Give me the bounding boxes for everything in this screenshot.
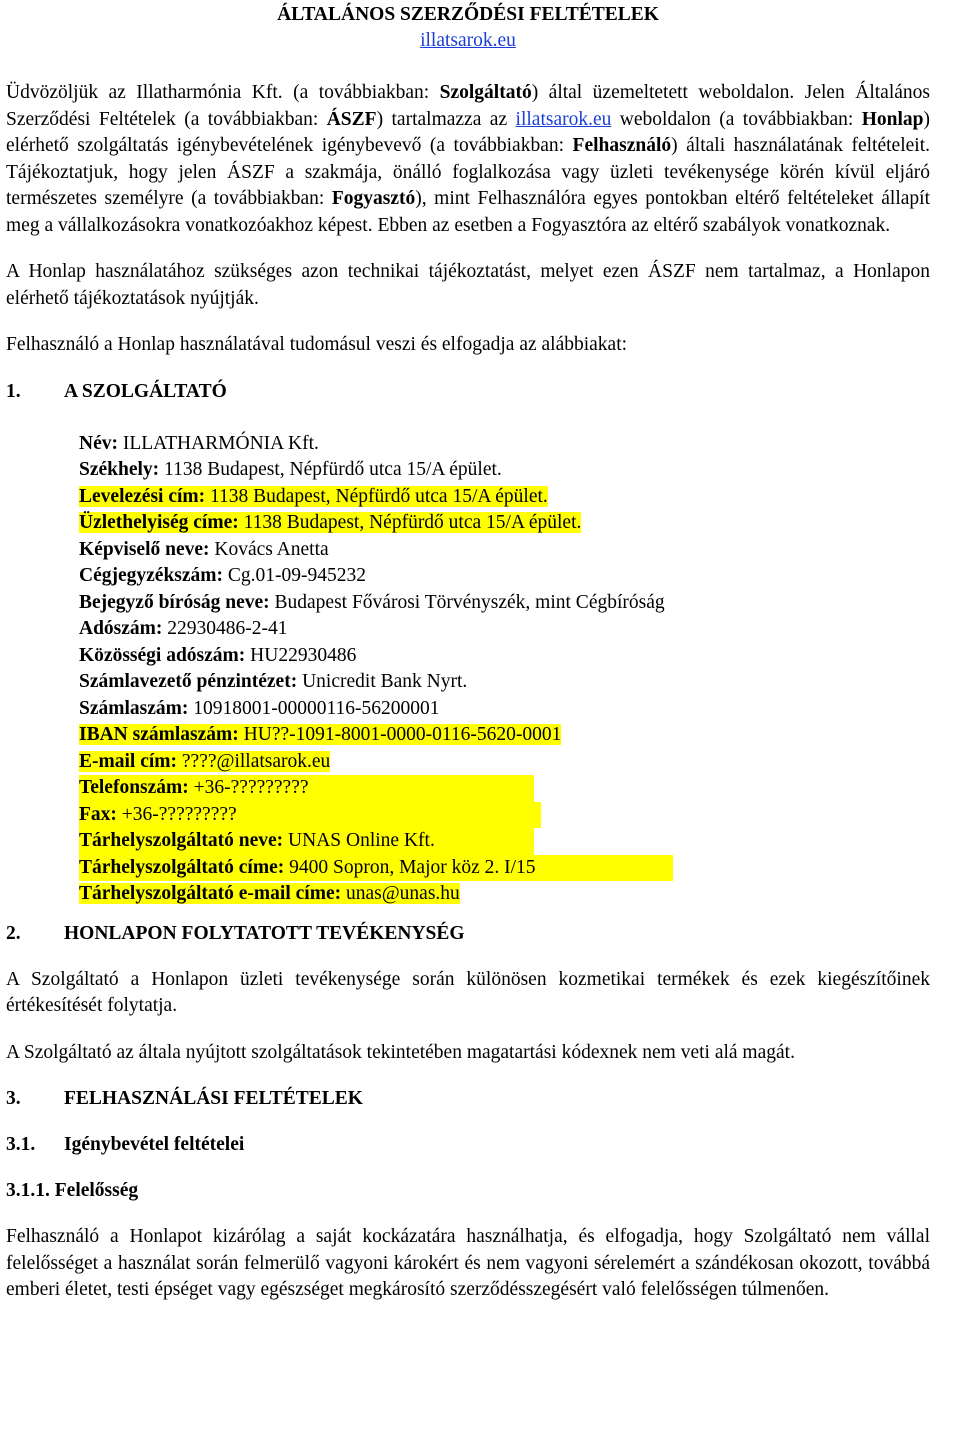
company-field-value: 22930486-2-41 — [162, 618, 288, 639]
company-field-value: 9400 Sopron, Major köz 2. I/15 — [284, 856, 536, 878]
intro-paragraph-1: Üdvözöljük az Illatharmónia Kft. (a továbbiakban: Szolgáltató) által üzemeltetett weboldalon. Jelen Általános Szerződési Feltételek (a továbbiakban: ÁSZF) tartalmazza az illatsarok.eu weboldalon (a továbbiakban: Honlap) elérhető szolgáltatás igénybevételének igénybevevő (a továbbiakban: Felhasználó) általi használatának feltételeit. Tájékoztatjuk, hogy jelen ÁSZF a szakmája, önálló foglalkozása vagy üzleti tevékenysége körén kívül eljáró természetes személyre (a továbbiakban: Fogyasztó), mint Felhasználóra egyes pontokban eltérő feltételeket állapít meg a vállalkozásokra vonatkozóakhoz képest. Ebben az esetben a Fogyasztóra az eltérő szabályok vonatkoznak. — [6, 82, 931, 236]
company-row-content — [79, 775, 534, 802]
section-2-paragraph-1: A Szolgáltató a Honlapon üzleti tevékenysége során különösen kozmetikai termékek és ezek kiegészítőinek értékesítését folytatja. — [6, 968, 930, 1016]
company-row-content — [79, 828, 534, 855]
company-field-label: Cégjegyzékszám: — [79, 565, 224, 586]
company-row — [79, 431, 930, 458]
site-link[interactable]: illatsarok.eu — [420, 30, 516, 51]
section-1-heading: 1. A SZOLGÁLTATÓ — [6, 380, 227, 402]
company-field-label: Tárhelyszolgáltató neve: — [79, 830, 284, 851]
company-row — [79, 696, 930, 723]
company-details — [6, 431, 930, 908]
company-field-label: Tárhelyszolgáltató címe: — [79, 856, 285, 878]
section-3-heading: 3. FELHASZNÁLÁSI FELTÉTELEK — [6, 1088, 363, 1109]
document-title: ÁLTALÁNOS SZERZŐDÉSI FELTÉTELEK — [277, 4, 659, 25]
company-row-content — [79, 802, 541, 829]
company-row — [79, 590, 930, 617]
company-field-label: Levelezési cím: — [79, 485, 206, 507]
company-field-label: Bejegyző bíróság neve: — [79, 591, 270, 613]
company-row — [79, 563, 930, 590]
company-row-content — [79, 855, 673, 882]
section-3-1-1-heading: 3.1.1. Felelősség — [6, 1180, 139, 1201]
company-field-value: +36-????????? — [188, 777, 309, 798]
company-field-label: Székhely: — [79, 459, 160, 480]
company-row — [79, 775, 930, 802]
company-field-label: Név: — [79, 432, 118, 454]
company-row — [79, 828, 930, 855]
company-row — [79, 537, 930, 564]
company-field-value: HU??-1091-8001-0000-0116-5620-0001 — [238, 724, 562, 745]
company-row — [79, 669, 930, 696]
company-row-content — [79, 539, 329, 560]
company-row — [79, 643, 930, 670]
company-field-value: ????@illatsarok.eu — [177, 750, 331, 772]
company-row-content — [79, 698, 440, 719]
company-row-content — [79, 751, 330, 772]
company-row — [79, 457, 930, 484]
section-2-paragraph-2: A Szolgáltató az általa nyújtott szolgáltatások tekintetében magatartási kódexnek nem veti alá magát. — [6, 1041, 795, 1063]
intro-site-link[interactable]: illatsarok.eu — [515, 108, 612, 130]
company-row-content — [79, 512, 581, 533]
intro-paragraph-3: Felhasználó a Honlap használatával tudomásul veszi és elfogadja az alábbiakat: — [6, 334, 628, 355]
company-field-value: 10918001-00000116-56200001 — [188, 697, 440, 719]
section-2-heading: 2. HONLAPON FOLYTATOTT TEVÉKENYSÉG — [6, 922, 465, 944]
company-field-value: ILLATHARMÓNIA Kft. — [117, 432, 319, 454]
company-field-value: 1138 Budapest, Népfürdő utca 15/A épület. — [238, 512, 582, 533]
company-row-content — [79, 883, 460, 904]
company-row-content — [79, 433, 319, 454]
company-field-label: Közösségi adószám: — [79, 644, 246, 666]
company-field-label: E-mail cím: — [79, 750, 178, 772]
company-row — [79, 802, 930, 829]
company-row — [79, 722, 930, 749]
company-row-content — [79, 618, 288, 639]
company-row-content — [79, 724, 561, 745]
section-3-paragraph-1: Felhasználó a Honlapot kizárólag a saját kockázatára használhatja, és elfogadja, hogy Szolgáltató nem vállal felelősséget a használat során felmerülő vagyoni károkért és nem vagyoni sérelemért a szándékosan okozott, továbbá emberi életet, testi épséget vagy egészséget megkárosító szerződésszegésért való felelősségen túlmenően. — [6, 1226, 930, 1300]
company-field-value: 1138 Budapest, Népfürdő utca 15/A épület. — [205, 485, 548, 507]
company-field-label: Számlaszám: — [79, 697, 189, 719]
company-field-value: Unicredit Bank Nyrt. — [297, 671, 468, 692]
company-row — [79, 484, 930, 511]
company-field-label: Adószám: — [79, 618, 163, 639]
section-3-1-heading: 3.1. Igénybevétel feltételei — [6, 1134, 245, 1155]
company-field-label: Képviselő neve: — [79, 538, 210, 560]
company-row — [79, 510, 930, 537]
company-field-value: +36-????????? — [116, 803, 237, 825]
company-field-label: IBAN számlaszám: — [79, 724, 239, 745]
company-row — [79, 749, 930, 776]
intro-paragraph-2: A Honlap használatához szükséges azon technikai tájékoztatást, melyet ezen ÁSZF nem tartalmaz, a Honlapon elérhető tájékoztatások nyújtják. — [6, 261, 930, 309]
company-field-value: Budapest Fővárosi Törvényszék, mint Cégbíróság — [269, 591, 665, 613]
company-row — [79, 855, 930, 882]
company-field-value: unas@unas.hu — [341, 883, 460, 904]
company-field-value: UNAS Online Kft. — [283, 830, 435, 851]
company-row-content — [79, 671, 467, 692]
company-field-label: Számlavezető pénzintézet: — [79, 671, 298, 692]
company-field-label: Tárhelyszolgáltató e-mail címe: — [79, 883, 342, 904]
company-row-content — [79, 592, 665, 613]
company-row — [79, 881, 930, 908]
company-field-label: Telefonszám: — [79, 777, 189, 798]
company-row — [79, 616, 930, 643]
company-field-label: Fax: — [79, 803, 117, 825]
company-field-value: 1138 Budapest, Népfürdő utca 15/A épület. — [159, 459, 502, 480]
company-row-content — [79, 565, 366, 586]
company-row-content — [79, 486, 548, 507]
company-row-content — [79, 459, 502, 480]
company-field-label: Üzlethelyiség címe: — [79, 512, 239, 533]
company-field-value: Cg.01-09-945232 — [223, 565, 367, 586]
company-row-content — [79, 645, 356, 666]
company-field-value: HU22930486 — [245, 644, 357, 666]
company-field-value: Kovács Anetta — [209, 538, 329, 560]
